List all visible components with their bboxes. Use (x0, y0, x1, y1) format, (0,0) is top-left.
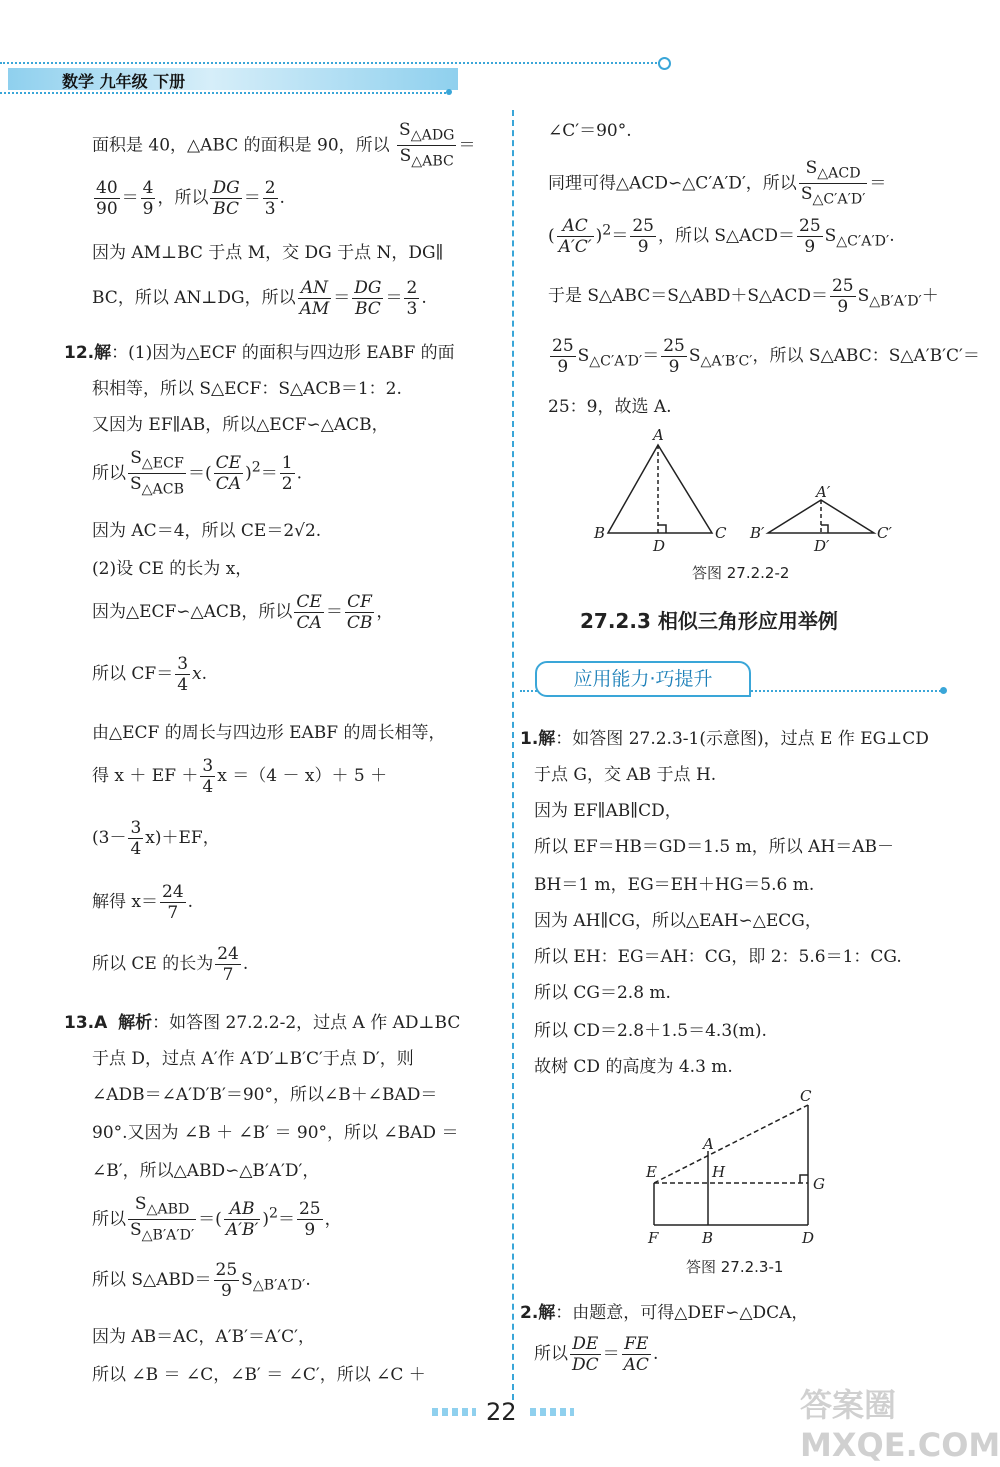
a1-line-7: 所以 EH：EG＝AH：CG，即 2：5.6＝1：CG. (534, 947, 902, 967)
label-A-prime: A′ (816, 483, 831, 501)
right-line-1: ∠C′＝90°. (548, 121, 632, 141)
label-B-prime: B′ (750, 524, 765, 542)
q13-line-4: 90°.又因为 ∠B ＋ ∠B′ ＝ 90°，所以 ∠BAD ＝ (92, 1123, 459, 1143)
right-line-5: $\frac{25}{9}$ $S_{\triangle C'A'D'}=$ $\frac{25}{9}$ $S_{\triangle A'B'C'}$，所以 S△ABC：S△A′B′C′＝ (552, 336, 980, 377)
right-line-2: 同理可得△ACD∽△C′A′D′，所以 $S_{\triangle ACD}$ $S_{\triangle C'A'D'}$ ＝ (548, 158, 887, 208)
section-title: 27.2.3 相似三角形应用举例 (580, 609, 838, 633)
label-A: A (653, 426, 664, 444)
q12-line-8: 所以 CF＝ $\frac{3}{4}$ x. (92, 654, 208, 695)
right-line-4: 于是 S△ABC＝S△ABD＋S△ACD＝ $\frac{25}{9}$ $S_{\triangle B'A'D'}+$ (548, 276, 939, 317)
right-line-6: 25：9，故选 A. (548, 397, 672, 417)
a1-line-4: 所以 EF＝HB＝GD＝1.5 m，所以 AH＝AB－ (534, 837, 894, 857)
label-H: H (712, 1163, 726, 1181)
q13-line-7: 所以 S△ABD＝ $\frac{25}{9}$ $S_{\triangle B'A'D'}$. (92, 1260, 311, 1301)
left-column (60, 0, 500, 1400)
a1-line-9: 所以 CD＝2.8＋1.5＝4.3(m). (534, 1021, 767, 1041)
q12-line-13: 所以 CE 的长为 $\frac{24}{7}$ . (92, 944, 249, 985)
q12-line-6: (2)设 CE 的长为 x， (92, 559, 253, 579)
q13-line-1: 13.A 解析：如答图 27.2.2-2，过点 A 作 AD⊥BC (64, 1013, 461, 1033)
label-B: B (702, 1229, 714, 1247)
a1-line-1: 1.解：如答图 27.2.3-1(示意图)，过点 E 作 EG⊥CD (520, 729, 929, 749)
column-divider (512, 110, 514, 1400)
label-A: A (703, 1135, 714, 1153)
a1-line-3: 因为 EF∥AB∥CD， (534, 801, 682, 821)
q13-line-5: ∠B′，所以△ABD∽△B′A′D′， (92, 1161, 320, 1181)
left-line-2: $\frac{40}{90}$ ＝ $\frac{4}{9}$ ，所以 $\frac{DG}{BC}$ ＝ $\frac{2}{3}$ . (96, 178, 285, 219)
q12-line-5: 因为 AC＝4，所以 CE＝2√2. (92, 521, 322, 541)
label-B: B (594, 524, 606, 542)
q13-line-9: 所以 ∠B ＝ ∠C，∠B′ ＝ ∠C′，所以 ∠C ＋ (92, 1365, 426, 1385)
fraction: $S_{\triangle ADG}$ $S_{\triangle ABC}$ (399, 120, 455, 170)
q12-line-1: 12.解：(1)因为△ECF 的面积与四边形 EABF 的面 (64, 343, 455, 363)
a1-line-6: 因为 AH∥CG，所以△EAH∽△ECG， (534, 911, 822, 931)
page-ornament-right (530, 1408, 574, 1416)
a1-line-10: 故树 CD 的高度为 4.3 m. (534, 1057, 733, 1077)
a1-line-8: 所以 CG＝2.8 m. (534, 983, 671, 1003)
label-D: D (802, 1229, 815, 1247)
a2-line-1: 2.解：由题意，可得△DEF∽△DCA， (520, 1303, 809, 1323)
watermark: 答案圈 MXQE.COM (800, 1386, 1000, 1464)
q12-line-4: 所以 $S_{\triangle ECF}$ $S_{\triangle ACB}$ ＝( $\frac{CE}{CA}$ )$^2$＝ $\frac{1}{2}$ . (92, 448, 302, 498)
page-ornament-left (432, 1408, 476, 1416)
q12-line-9: 由△ECF 的周长与四边形 EABF 的周长相等， (92, 723, 446, 743)
q12-line-12: 解得 x＝ $\frac{24}{7}$ . (92, 882, 194, 923)
q12-line-7: 因为△ECF∽△ACB，所以 $\frac{CE}{CA}$ ＝ $\frac{CF}{CB}$ ， (92, 592, 394, 633)
a1-line-5: BH＝1 m，EG＝EH＋HG＝5.6 m. (534, 875, 815, 895)
left-line-1: 面积是 40，△ABC 的面积是 90，所以 $S_{\triangle ADG}$ $S_{\triangle ABC}$ ＝ (92, 120, 476, 170)
right-line-3: ( $\frac{AC}{A'C'}$ )$^2$＝ $\frac{25}{9}$ ，所以 S△ACD＝ $\frac{25}{9}$ $S_{\triangle C'A'D'}$. (548, 216, 895, 257)
label-G: G (813, 1175, 825, 1193)
q13-line-2: 于点 D，过点 A′作 A′D′⊥B′C′于点 D′，则 (92, 1049, 414, 1069)
section-badge: 应用能力·巧提升 (535, 661, 751, 697)
q13-line-8: 因为 AB＝AC，A′B′＝A′C′， (92, 1327, 315, 1347)
left-line-3: 因为 AM⊥BC 于点 M，交 DG 于点 N，DG∥ (92, 243, 444, 263)
q13-line-6: 所以 $S_{\triangle ABD}$ $S_{\triangle B'A'D'}$ ＝( $\frac{AB}{A'B'}$ )$^2$＝ $\frac{25}{9}$ ， (92, 1194, 342, 1244)
figure-caption-2: 答图 27.2.3-1 (686, 1258, 784, 1276)
label-E: E (646, 1163, 657, 1181)
label-F: F (648, 1229, 659, 1247)
label-C: C (715, 524, 727, 542)
a1-line-2: 于点 G，交 AB 于点 H. (534, 765, 717, 785)
page-number: 22 (486, 1398, 517, 1426)
label-D: D (653, 537, 666, 555)
a2-line-2: 所以 $\frac{DE}{DC}$ ＝ $\frac{FE}{AC}$ . (534, 1334, 659, 1375)
q13-line-3: ∠ADB＝∠A′D′B′＝90°，所以∠B＋∠BAD＝ (92, 1085, 438, 1105)
label-C-prime: C′ (877, 524, 892, 542)
label-D-prime: D′ (814, 537, 830, 555)
q12-line-2: 积相等，所以 S△ECF：S△ACB＝1：2. (92, 379, 402, 399)
q12-line-11: (3－ $\frac{3}{4}$ x)＋EF， (92, 818, 220, 859)
figure-caption-1: 答图 27.2.2-2 (692, 564, 790, 582)
q12-line-3: 又因为 EF∥AB，所以△ECF∽△ACB， (92, 415, 389, 435)
label-C: C (800, 1087, 812, 1105)
q12-line-10: 得 x ＋ EF ＋ $\frac{3}{4}$ x ＝（4 － x）＋ 5 ＋ (92, 756, 388, 797)
left-line-4: BC，所以 AN⊥DG，所以 $\frac{AN}{AM}$ ＝ $\frac{DG}{BC}$ ＝ $\frac{2}{3}$ . (92, 278, 427, 319)
right-column-bottom (520, 0, 990, 1400)
header-title: 数学 九年级 下册 (62, 72, 186, 91)
